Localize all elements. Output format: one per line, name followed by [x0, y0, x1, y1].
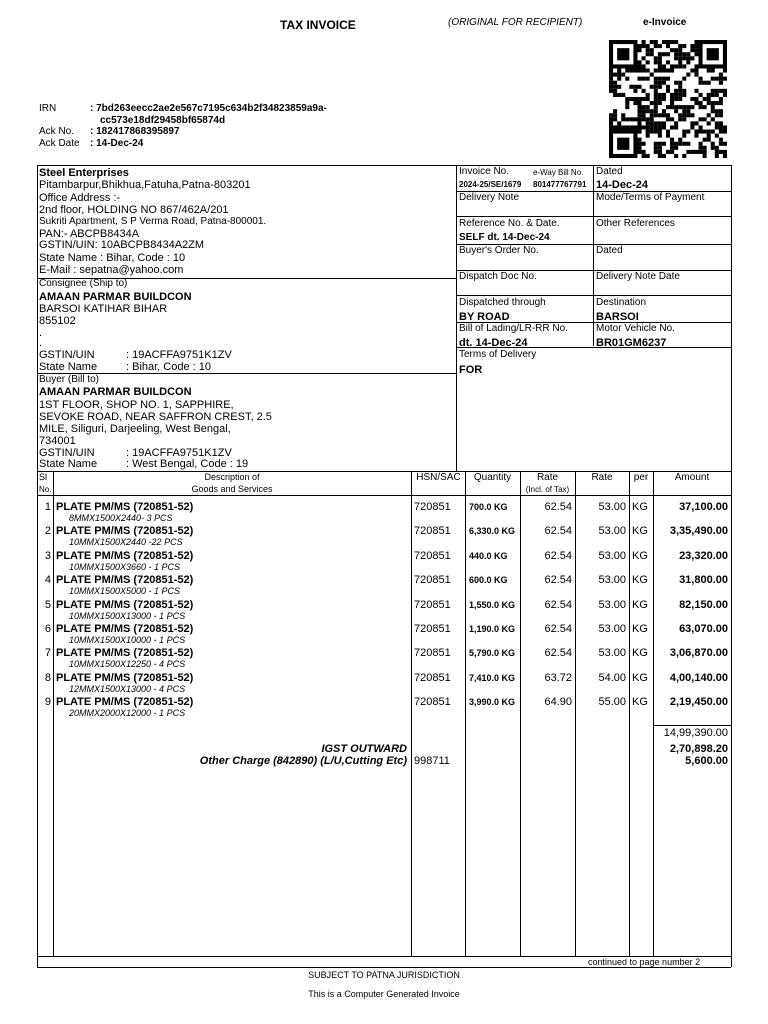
row-per: KG [632, 696, 648, 708]
seller-line: E-Mail : sepatna@yahoo.com [39, 264, 184, 276]
other-charge-amount: 5,600.00 [685, 755, 728, 767]
row-amount: 31,800.00 [679, 574, 728, 586]
row-sl: 7 [44, 647, 51, 659]
consignee-gstin-value: : 19ACFFA9751K1ZV [126, 349, 232, 361]
dated-label: Dated [596, 166, 623, 177]
row-amount: 3,35,490.00 [669, 525, 728, 537]
delivery-note-date-label: Delivery Note Date [596, 271, 680, 282]
other-charge-label: Other Charge (842890) (L/U,Cutting Etc) [199, 755, 407, 767]
row-rate: 53.00 [598, 550, 626, 562]
row-rate: 53.00 [598, 623, 626, 635]
invoice-no-label: Invoice No. [459, 166, 510, 177]
col-desc [411, 471, 412, 956]
header-hsn: HSN/SAC [416, 472, 461, 483]
col-hsn [465, 471, 466, 956]
row-per: KG [632, 550, 648, 562]
header-desc-2: Goods and Services [191, 484, 273, 494]
ack-no-label: Ack No. [39, 126, 75, 137]
dated-value: 14-Dec-24 [596, 179, 648, 191]
buyer-line: 734001 [39, 435, 76, 447]
row-sub-desc: 10MMX1500X2440 -22 PCS [69, 537, 183, 547]
copy-label: (ORIGINAL FOR RECIPIENT) [448, 17, 583, 28]
eway-no: 801477767791 [533, 180, 587, 189]
row-hsn: 720851 [414, 599, 451, 611]
row-sub-desc: 10MMX1500X13000 - 1 PCS [69, 611, 186, 621]
eway-label: e-Way Bill No. [533, 168, 584, 177]
row-sub-desc: 20MMX2000X12000 - 1 PCS [69, 708, 186, 718]
row-hsn: 720851 [414, 574, 451, 586]
row-per: KG [632, 501, 648, 513]
header-per: per [633, 472, 649, 483]
meta-divider [593, 165, 594, 346]
igst-label: IGST OUTWARD [321, 743, 407, 755]
seller-name: Steel Enterprises [39, 167, 129, 179]
row-desc: PLATE PM/MS (720851-52) [56, 550, 194, 562]
buyer-line: MILE, Siliguri, Darjeeling, West Bengal, [39, 423, 231, 435]
meta-line-2 [456, 216, 731, 217]
row-amount: 2,19,450.00 [669, 696, 728, 708]
mode-label: Mode/Terms of Payment [596, 192, 705, 203]
row-sub-desc: 12MMX1500X13000 - 4 PCS [69, 684, 186, 694]
header-sl-no: No. [39, 485, 52, 494]
buyer-state-label: State Name [39, 458, 98, 470]
consignee-state-label: State Name [39, 361, 98, 373]
row-per: KG [632, 599, 648, 611]
row-qty: 7,410.0 KG [469, 673, 516, 683]
ref-label: Reference No. & Date. [459, 218, 560, 229]
consignee-label: Consignee (Ship to) [39, 278, 128, 289]
row-qty: 1,550.0 KG [469, 600, 516, 610]
row-rate-incl: 64.90 [544, 696, 572, 708]
row-desc: PLATE PM/MS (720851-52) [56, 672, 194, 684]
seller-line: Office Address :- [39, 192, 121, 204]
row-rate-incl: 62.54 [544, 599, 572, 611]
row-hsn: 720851 [414, 550, 451, 562]
row-per: KG [632, 525, 648, 537]
row-desc: PLATE PM/MS (720851-52) [56, 623, 194, 635]
invoice-title: TAX INVOICE [280, 18, 356, 32]
row-hsn: 720851 [414, 501, 451, 513]
ack-date-value: : 14-Dec-24 [90, 138, 144, 149]
dated2-label: Dated [596, 245, 623, 256]
row-rate-incl: 62.54 [544, 574, 572, 586]
seller-line: 2nd floor, HOLDING NO 867/462A/201 [39, 204, 229, 216]
frame-right [731, 165, 732, 967]
row-desc: PLATE PM/MS (720851-52) [56, 525, 194, 537]
jurisdiction: SUBJECT TO PATNA JURISDICTION [308, 970, 460, 980]
row-rate: 53.00 [598, 647, 626, 659]
frame-bottom [37, 967, 731, 968]
irn-label: IRN [39, 103, 57, 114]
row-sl: 8 [44, 672, 51, 684]
buyer-line: SEVOKE ROAD, NEAR SAFFRON CREST, 2.5 [39, 411, 272, 423]
row-desc: PLATE PM/MS (720851-52) [56, 501, 194, 513]
einvoice-label: e-Invoice [643, 17, 687, 28]
row-amount: 37,100.00 [679, 501, 728, 513]
row-rate-incl: 62.54 [544, 501, 572, 513]
consignee-line: BARSOI KATIHAR BIHAR [39, 303, 168, 315]
buyer-state-value: : West Bengal, Code : 19 [126, 458, 249, 470]
subtotal-line [653, 725, 731, 726]
row-hsn: 720851 [414, 672, 451, 684]
row-qty: 440.0 KG [469, 551, 508, 561]
seller-line: PAN:- ABCPB8434A [39, 228, 140, 240]
delivery-note-label: Delivery Note [459, 192, 520, 203]
row-amount: 3,06,870.00 [669, 647, 728, 659]
row-sub-desc: 10MMX1500X10000 - 1 PCS [69, 635, 186, 645]
dispatched-through: BY ROAD [459, 311, 510, 323]
row-sl: 4 [44, 574, 51, 586]
generated-note: This is a Computer Generated Invoice [308, 989, 460, 999]
buyer-line: 1ST FLOOR, SHOP NO. 1, SAPPHIRE, [39, 399, 234, 411]
row-sl: 6 [44, 623, 51, 635]
terms-label: Terms of Delivery [459, 349, 537, 360]
row-desc: PLATE PM/MS (720851-52) [56, 696, 194, 708]
consignee-line: . [39, 327, 43, 339]
bill-of-lading-label: Bill of Lading/LR-RR No. [459, 323, 568, 334]
row-qty: 1,190.0 KG [469, 624, 516, 634]
ack-date-label: Ack Date [39, 138, 80, 149]
irn-value-1: : 7bd263eecc2ae2e567c7195c634b2f34823859a9a- [90, 103, 327, 114]
terms-value: FOR [459, 364, 483, 376]
col-qty [520, 471, 521, 956]
row-desc: PLATE PM/MS (720851-52) [56, 574, 194, 586]
row-sl: 2 [44, 525, 51, 537]
row-qty: 5,790.0 KG [469, 648, 516, 658]
ack-no-value: : 182417868395897 [90, 126, 180, 137]
row-rate-incl: 62.54 [544, 525, 572, 537]
row-hsn: 720851 [414, 696, 451, 708]
other-ref-label: Other References [596, 218, 675, 229]
row-per: KG [632, 647, 648, 659]
buyer-name: AMAAN PARMAR BUILDCON [39, 386, 192, 398]
row-sl: 9 [44, 696, 51, 708]
row-sub-desc: 8MMX1500X2440- 3 PCS [69, 513, 173, 523]
dispatched-through-label: Dispatched through [459, 297, 546, 308]
section-divider [456, 165, 457, 471]
header-qty: Quantity [473, 472, 512, 483]
header-desc: Description of [204, 472, 260, 482]
consignee-line: 855102 [39, 315, 76, 327]
row-sub-desc: 10MMX1500X3660 - 1 PCS [69, 562, 181, 572]
meta-line-5 [456, 295, 731, 296]
row-qty: 6,330.0 KG [469, 526, 516, 536]
row-desc: PLATE PM/MS (720851-52) [56, 599, 194, 611]
row-rate-incl: 62.54 [544, 623, 572, 635]
row-rate: 53.00 [598, 599, 626, 611]
row-qty: 700.0 KG [469, 502, 508, 512]
seller-line: GSTIN/UIN: 10ABCPB8434A2ZM [39, 239, 205, 251]
row-rate: 53.00 [598, 525, 626, 537]
buyer-label: Buyer (Bill to) [39, 374, 100, 385]
table-header-bottom [37, 495, 731, 496]
destination-label: Destination [596, 297, 647, 308]
header-amount: Amount [674, 472, 710, 483]
row-per: KG [632, 672, 648, 684]
col-rate [629, 471, 630, 956]
row-rate: 54.00 [598, 672, 626, 684]
vehicle: BR01GM6237 [596, 337, 667, 349]
consignee-name: AMAAN PARMAR BUILDCON [39, 291, 192, 303]
row-rate: 55.00 [598, 696, 626, 708]
consignee-state-value: : Bihar, Code : 10 [126, 361, 211, 373]
other-charge-hsn: 998711 [414, 755, 450, 767]
row-amount: 23,320.00 [679, 550, 728, 562]
seller-line: State Name : Bihar, Code : 10 [39, 252, 186, 264]
row-qty: 600.0 KG [469, 575, 508, 585]
dispatch-doc-label: Dispatch Doc No. [459, 271, 537, 282]
invoice-no: 2024-25/SE/1679 [459, 180, 522, 189]
seller-line: Sukriti Apartment, S P Verma Road, Patna-800001. [39, 216, 267, 227]
row-hsn: 720851 [414, 525, 451, 537]
ref-value: SELF dt. 14-Dec-24 [459, 232, 550, 243]
row-sl: 5 [44, 599, 51, 611]
buyer-line [37, 373, 456, 374]
row-sub-desc: 10MMX1500X12250 - 4 PCS [69, 659, 186, 669]
header-sl: Sl [39, 472, 48, 482]
header-rate-incl-2: (Incl. of Tax) [525, 485, 570, 494]
row-hsn: 720851 [414, 623, 451, 635]
col-rate-incl [575, 471, 576, 956]
col-per [653, 471, 654, 956]
buyer-gstin-label: GSTIN/UIN [39, 447, 95, 459]
buyers-order-label: Buyer's Order No. [459, 245, 539, 256]
subtotal: 14,99,390.00 [663, 727, 728, 739]
row-per: KG [632, 623, 648, 635]
consignee-line: . [39, 337, 43, 349]
row-sub-desc: 10MMX1500X5000 - 1 PCS [69, 586, 181, 596]
buyer-gstin-value: : 19ACFFA9751K1ZV [126, 447, 232, 459]
row-rate-incl: 62.54 [544, 550, 572, 562]
row-rate: 53.00 [598, 574, 626, 586]
row-rate-incl: 63.72 [544, 672, 572, 684]
qr-code-icon [609, 39, 727, 159]
header-rate: Rate [591, 472, 613, 483]
vehicle-label: Motor Vehicle No. [596, 323, 675, 334]
irn-value-2: cc573e18df29458bf65874d [100, 115, 226, 126]
frame-top [37, 165, 731, 166]
igst-amount: 2,70,898.20 [669, 743, 728, 755]
seller-line: Pitambarpur,Bhikhua,Fatuha,Patna-803201 [39, 179, 251, 191]
row-amount: 4,00,140.00 [669, 672, 728, 684]
row-qty: 3,990.0 KG [469, 697, 516, 707]
destination: BARSOI [596, 311, 639, 323]
header-rate-incl: Rate [536, 472, 559, 483]
row-rate-incl: 62.54 [544, 647, 572, 659]
row-desc: PLATE PM/MS (720851-52) [56, 647, 194, 659]
row-amount: 82,150.00 [679, 599, 728, 611]
frame-left [37, 165, 38, 967]
col-sl [53, 471, 54, 956]
row-per: KG [632, 574, 648, 586]
row-sl: 3 [44, 550, 51, 562]
bill-of-lading: dt. 14-Dec-24 [459, 337, 528, 349]
row-amount: 63,070.00 [679, 623, 728, 635]
consignee-gstin-label: GSTIN/UIN [39, 349, 95, 361]
row-sl: 1 [44, 501, 51, 513]
row-hsn: 720851 [414, 647, 451, 659]
continued-note: continued to page number 2 [588, 957, 701, 967]
row-rate: 53.00 [598, 501, 626, 513]
